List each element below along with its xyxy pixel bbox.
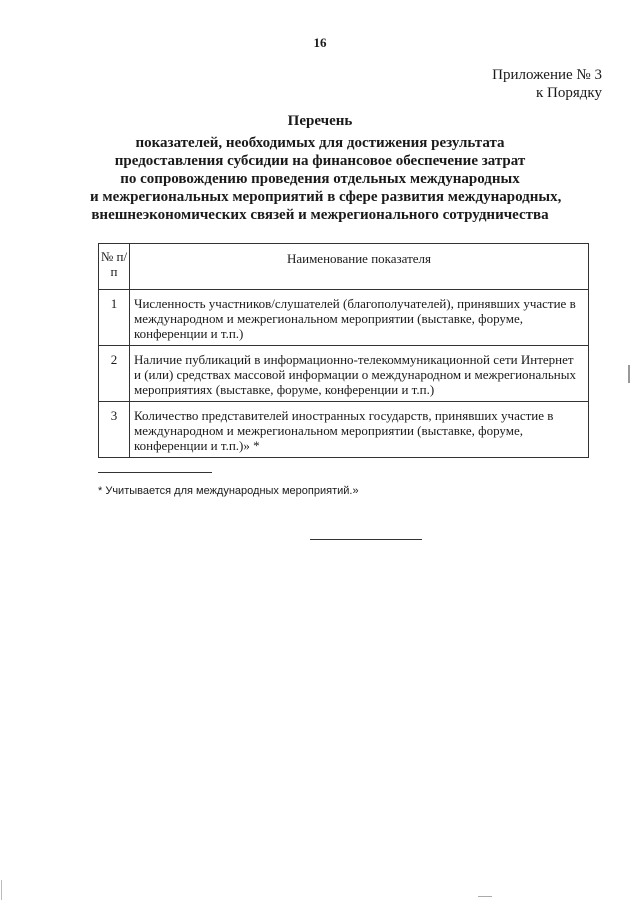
row-indicator: Наличие публикаций в информационно-телекоммуникационной сети Интернет и (или) средствах массовой информации о международном и межрегиональных мероприятиях (выставке, форуме, конференции и т.п.) (130, 346, 589, 402)
row-number: 2 (99, 346, 130, 402)
row-number: 3 (99, 402, 130, 458)
title-line-3: предоставления субсидии на финансовое обеспечение затрат (114, 153, 526, 169)
table-row (99, 290, 589, 346)
row-number: 1 (99, 290, 130, 346)
table-header-row (99, 244, 589, 290)
table-row (99, 402, 589, 458)
annex-title: Приложение № 3 (492, 67, 602, 83)
header-indicator-name: Наименование показателя (130, 244, 589, 290)
title-line-1: Перечень (287, 113, 353, 129)
annex-subtitle: к Порядку (536, 85, 602, 101)
header-number: № п/п (99, 244, 130, 290)
table-row (99, 346, 589, 402)
title-line-4: по сопровождению проведения отдельных международных (120, 171, 520, 187)
title-line-5: и межрегиональных мероприятий в сфере развития международных, (90, 189, 562, 205)
footnote-divider (98, 472, 212, 473)
annex-reference (492, 66, 602, 102)
scan-bottom-mark (478, 896, 492, 897)
scan-corner-mark (1, 880, 2, 900)
title-line-2: показателей, необходимых для достижения результата (135, 135, 505, 151)
footnote: * Учитывается для международных мероприятий.» (98, 485, 359, 497)
document-title (90, 112, 562, 224)
end-of-document-line (310, 539, 422, 540)
row-indicator: Численность участников/слушателей (благополучателей), принявших участие в международном и межрегиональном мероприятии (выставке, форуме, конференции и т.п.) (130, 290, 589, 346)
title-line-6: внешнеэкономических связей и межрегионального сотрудничества (91, 207, 549, 223)
indicators-table (98, 243, 589, 458)
page-number: 16 (313, 35, 327, 50)
row-indicator: Количество представителей иностранных государств, принявших участие в международном и межрегиональном мероприятии (выставке, форуме, конференции и т.п.)» * (130, 402, 589, 458)
scan-edge-mark (628, 365, 630, 383)
